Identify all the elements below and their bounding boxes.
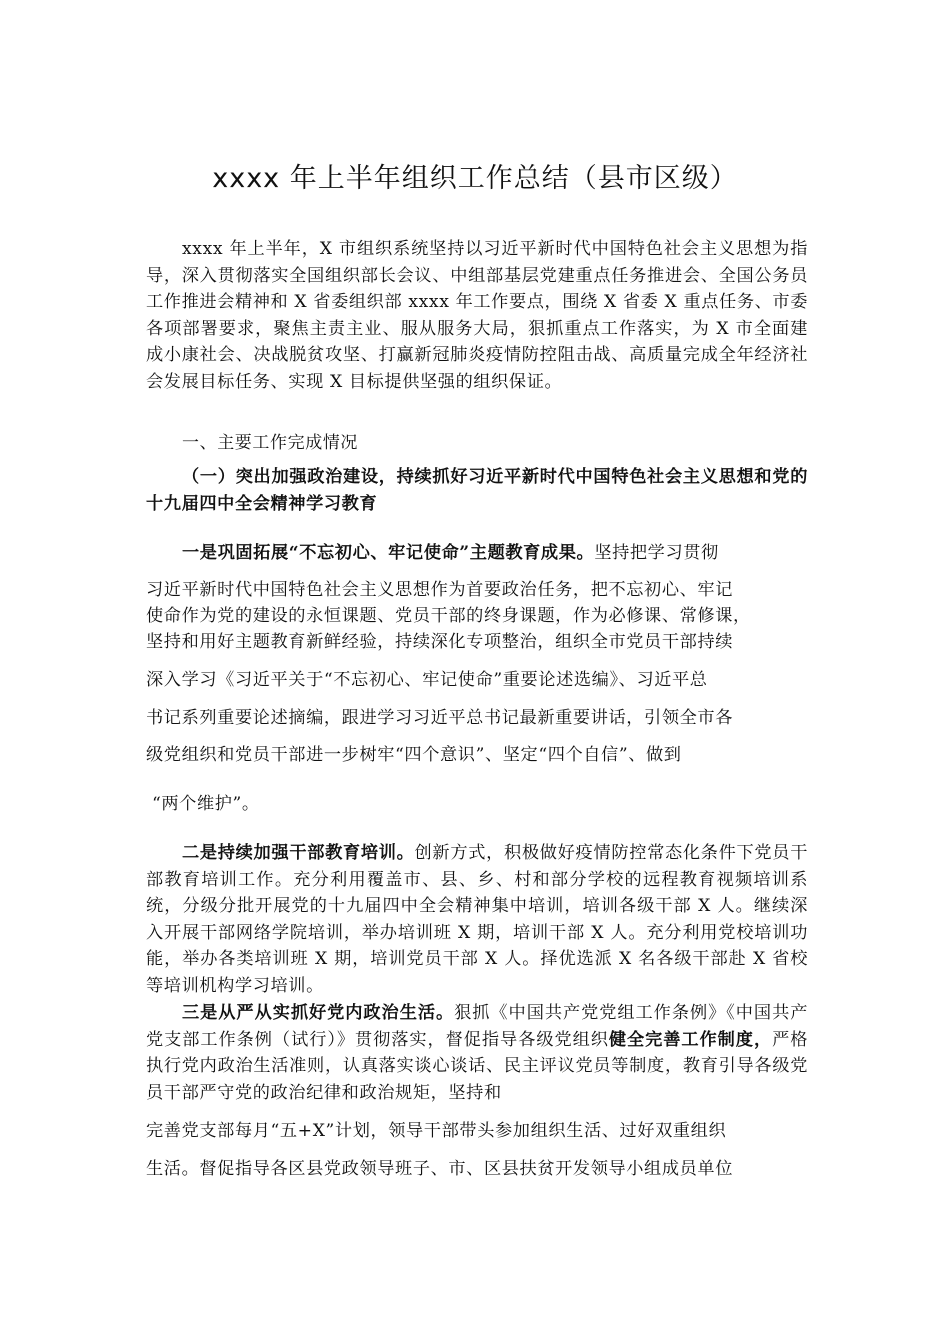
paragraph-1-line-7: 级党组织和党员干部进一步树牢“四个意识”、坚定“四个自信”、做到 (146, 745, 682, 765)
paragraph-1-line-5: 深入学习《习近平关于“不忘初心、牢记使命”重要论述选编》、习近平总 (146, 670, 708, 690)
paragraph-2-lead: 二是持续加强干部教育培训。 (182, 843, 415, 863)
paragraph-1-text: 坚持把学习贯彻 (594, 543, 719, 563)
paragraph-1-line-1 (182, 538, 844, 563)
paragraph-1-lead: 一是巩固拓展“不忘初心、牢记使命”主题教育成果。 (182, 543, 595, 563)
paragraph-3 (146, 1000, 808, 1106)
paragraph-2-text: 创新方式，积极做好疫情防控常态化条件下党员干部教育培训工作。充分利用覆盖市、县、乡、村和部分学校的远程教育视频培训系统，分级分批开展党的十九届四中全会精神集中培训，培训各级干部 X 人。继续深入开展干部网络学院培训，举办培训班 X 期，培训干部 X 人。充分利用党校培训功能，举办各类培训班 X 期，培训党员干部 X 人。择优选派 X 名各级干部赴 X 省校等培训机构学习培训。 (146, 843, 808, 996)
paragraph-2 (146, 840, 808, 999)
paragraph-3-text-a: 狠抓《中国共产党党组工作条例》《中国共产党支部工作条例（试行）》贯彻落实，督促指导各级党组织 (146, 1003, 808, 1050)
intro-paragraph: xxxx 年上半年，X 市组织系统坚持以习近平新时代中国特色社会主义思想为指导，深入贯彻落实全国组织部长会议、中组部基层党建重点任务推进会、全国公务员工作推进会精神和 X 省委组织部 xxxx 年工作要点，围绕 X 省委 X 重点任务、市委各项部署要求，聚焦主责主业、服从服务大局，狠抓重点工作落实，为 X 市全面建成小康社会、决战脱贫攻坚、打赢新冠肺炎疫情防控阻击战、高质量完成全年经济社会发展目标任务、实现 X 目标提供坚强的组织保证。 (146, 239, 808, 392)
paragraph-3-bold: 健全完善工作制度， (608, 1029, 773, 1050)
subsection-heading-1: （一）突出加强政治建设，持续抓好习近平新时代中国特色社会主义思想和党的十九届四中全会精神学习教育 (146, 467, 808, 514)
paragraph-3-line-5: 完善党支部每月“五+X”计划，领导干部带头参加组织生活、过好双重组织 (146, 1121, 727, 1141)
section-heading-1: 一、主要工作完成情况 (182, 433, 358, 453)
paragraph-1-line-3: 使命作为党的建设的永恒课题、党员干部的终身课题，作为必修课、常修课， (146, 606, 751, 626)
page-title: xxxx 年上半年组织工作总结（县市区级） (212, 163, 738, 194)
paragraph-1-line-6: 书记系列重要论述摘编，跟进学习习近平总书记最新重要讲话，引领全市各 (146, 708, 733, 728)
paragraph-3-line-6: 生活。督促指导各区县党政领导班子、市、区县扶贫开发领导小组成员单位 (146, 1159, 733, 1179)
paragraph-1-line-2: 习近平新时代中国特色社会主义思想作为首要政治任务，把不忘初心、牢记 (146, 580, 733, 600)
paragraph-1-line-4: 坚持和用好主题教育新鲜经验，持续深化专项整治，组织全市党员干部持续 (146, 632, 733, 652)
paragraph-1-line-8: “两个维护”。 (152, 794, 260, 814)
paragraph-3-text-b: 严格执行党内政治生活准则，认真落实谈心谈话、民主评议党员等制度，教育引导各级党员干部严守党的政治纪律和政治规矩，坚持和 (146, 1029, 808, 1103)
paragraph-3-lead: 三是从严从实抓好党内政治生活。 (182, 1003, 455, 1023)
